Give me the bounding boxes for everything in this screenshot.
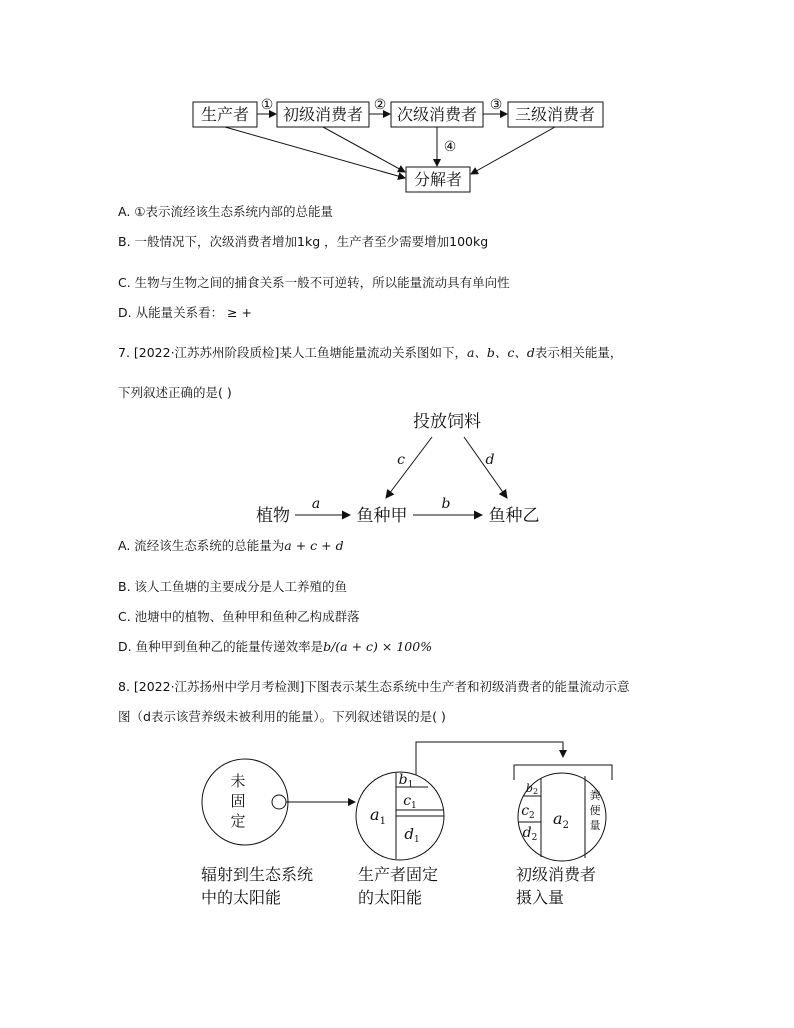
q7-option-d-text: D. 鱼种甲到鱼种乙的能量传递效率是 [118,639,324,654]
q7-variables: a、b、c、d [466,345,535,360]
label-4: ④ [443,139,457,155]
q7-stem-line1 [118,344,622,362]
label-unfixed-3: 定 [230,812,246,830]
label-feces-3: 量 [589,819,601,832]
caption-producer-2: 的太阳能 [358,888,423,907]
fish-pond-diagram [0,400,794,530]
label-fish-b: 鱼种乙 [488,506,540,526]
arrow-c [386,437,432,498]
caption-consumer-2: 摄入量 [516,888,565,907]
label-d: d [485,452,495,468]
q7-stem-line2: 下列叙述正确的是( ) [118,385,232,400]
label-unfixed-2: 固 [230,792,246,810]
energy-flow-diagram [0,730,794,920]
label-a2: $a_2$ [553,809,569,831]
label-secondary-consumer: 次级消费者 [396,105,478,124]
label-plant: 植物 [256,506,290,526]
label-c: c [397,452,405,468]
connector-producer-consumer [416,742,563,775]
q7-option-d [118,638,432,656]
caption-solar-1: 辐射到生态系统 [201,865,314,884]
caption-consumer-1: 初级消费者 [516,865,597,884]
q7-option-d-formula: b/(a + c) × 100% [323,639,433,654]
arrow-primary-decomposer [323,127,405,172]
q8-stem-line2: 图（d表示该营养级未被利用的能量）。下列叙述错误的是( ) [118,709,446,724]
q6-option-a: A. ①表示流经该生态系统内部的总能量 [118,204,333,219]
label-3: ③ [489,97,503,113]
label-2: ② [373,97,387,113]
q7-option-a-formula: a + c + d [284,538,344,553]
q7-option-a-text: A. 流经该生态系统的总能量为 [118,538,285,553]
q6-option-c: C. 生物与生物之间的捕食关系一般不可逆转，所以能量流动具有单向性 [118,275,510,290]
label-unfixed-1: 未 [230,772,246,790]
label-tertiary-consumer: 三级消费者 [514,105,596,124]
label-primary-consumer: 初级消费者 [282,105,364,124]
label-d1: $d_1$ [404,825,420,845]
q7-stem-tail: 表示相关能量， [534,345,623,360]
label-c2: $c_2$ [521,803,535,821]
label-c1: $c_1$ [403,793,417,811]
arrow-tertiary-decomposer [471,127,555,174]
label-1: ① [260,97,274,113]
label-feces-2: 便 [589,804,601,817]
bracket-consumer [514,765,612,780]
q7-option-c: C. 池塘中的植物、鱼种甲和鱼种乙构成群落 [118,609,360,624]
label-a: a [311,496,321,512]
circle-fixed-small [272,795,286,809]
label-producer: 生产者 [200,105,250,124]
caption-producer-1: 生产者固定 [358,865,439,884]
label-a1: $a_1$ [370,805,386,827]
label-feces-1: 粪 [589,789,601,802]
q7-option-a [118,537,344,555]
q7-stem-text: 7. [2022·江苏苏州阶段质检]某人工鱼塘能量流动关系图如下， [118,345,467,360]
label-b: b [441,496,451,512]
label-d2: $d_2$ [522,825,538,843]
label-feed: 投放饲料 [413,412,481,432]
q6-option-d: D. 从能量关系看： ≥ + [118,305,252,320]
label-b1: $b_1$ [398,772,414,790]
label-b2: b2 [525,782,539,796]
arrow-producer-decomposer [225,127,405,178]
label-decomposer: 分解者 [413,170,463,189]
label-fish-a: 鱼种甲 [356,506,408,526]
q8-stem-line1: 8. [2022·江苏扬州中学月考检测]下图表示某生态系统中生产者和初级消费者的能量流动示意 [118,679,630,694]
food-chain-diagram [0,0,794,200]
q7-option-b: B. 该人工鱼塘的主要成分是人工养殖的鱼 [118,579,348,594]
caption-solar-2: 中的太阳能 [201,888,282,907]
q6-option-b: B. 一般情况下，次级消费者增加1kg ，生产者至少需要增加100kg [118,234,489,249]
